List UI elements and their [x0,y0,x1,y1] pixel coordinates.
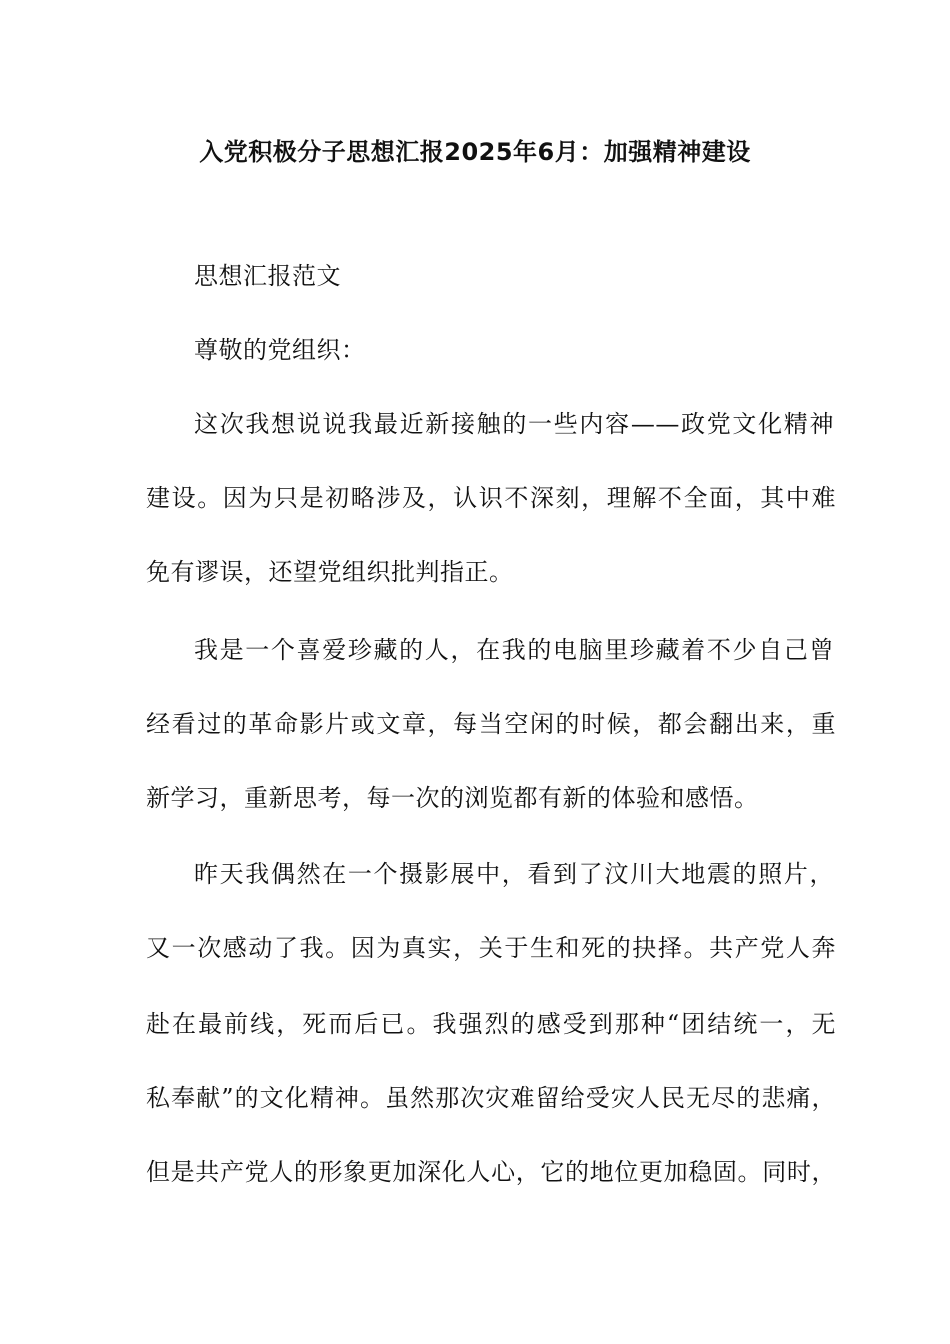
paragraph-line: 建设。因为只是初略涉及，认识不深刻，理解不全面，其中难 [146,484,836,512]
paragraph-line: 新学习，重新思考，每一次的浏览都有新的体验和感悟。 [146,784,759,812]
paragraph-line: 但是共产党人的形象更加深化人心，它的地位更加稳固。同时， [146,1158,836,1186]
paragraph-line: 又一次感动了我。因为真实，关于生和死的抉择。共产党人奔 [146,934,836,962]
paragraph-line: 免有谬误，还望党组织批判指正。 [146,558,514,586]
paragraph-line: 经看过的革命影片或文章，每当空闲的时候，都会翻出来，重 [146,710,836,738]
subtitle: 思想汇报范文 [194,262,341,290]
salutation: 尊敬的党组织： [194,336,366,364]
paragraph-line: 我是一个喜爱珍藏的人，在我的电脑里珍藏着不少自己曾 [194,636,834,664]
document-title: 入党积极分子思想汇报2025年6月：加强精神建设 [199,138,751,166]
paragraph-line: 昨天我偶然在一个摄影展中，看到了汶川大地震的照片， [194,860,834,888]
paragraph-line: 这次我想说说我最近新接触的一些内容——政党文化精神 [194,410,834,438]
paragraph-line: 私奉献”的文化精神。虽然那次灾难留给受灾人民无尽的悲痛， [146,1084,836,1112]
paragraph-line: 赴在最前线，死而后已。我强烈的感受到那种“团结统一，无 [146,1010,836,1038]
